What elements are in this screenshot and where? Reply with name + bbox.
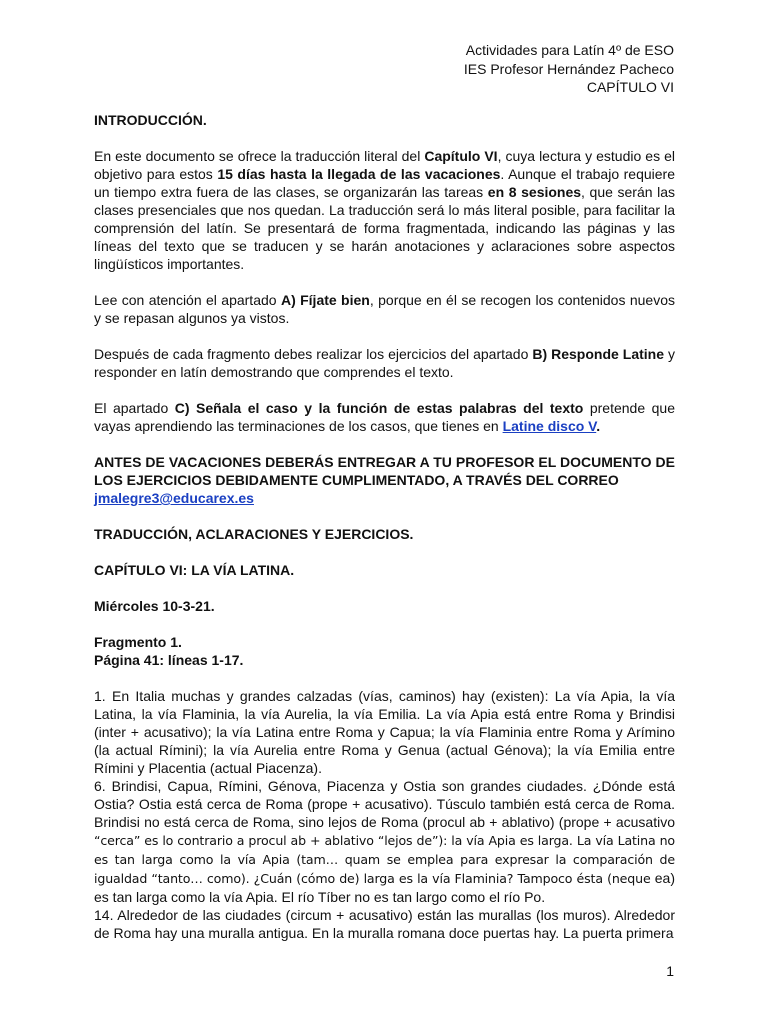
email-link[interactable]: jmalegre3@educarex.es xyxy=(94,490,254,506)
page-header xyxy=(464,41,674,97)
section-title: TRADUCCIÓN, ACLARACIONES Y EJERCICIOS. xyxy=(94,526,414,542)
fragment-paragraph-14: 14. Alrededor de las ciudades (circum + acusativo) están las murallas (los muros). Alrededor de Roma hay una muralla antigua. En la muralla romana doce puertas hay. La puerta primera xyxy=(94,907,675,941)
latine-disco-link[interactable]: Latine disco V xyxy=(502,418,597,434)
fragment-pages: Página 41: líneas 1-17. xyxy=(94,652,244,668)
intro-paragraph-4: El apartado C) Señala el caso y la función de estas palabras del texto pretende que vayas aprendiendo las terminaciones de los casos, que tienes en Latine disco V. xyxy=(94,400,676,434)
page-number: 1 xyxy=(666,963,674,979)
intro-heading: INTRODUCCIÓN. xyxy=(94,112,207,128)
intro-paragraph-5: ANTES DE VACACIONES DEBERÁS ENTREGAR A TU PROFESOR EL DOCUMENTO DE LOS EJERCICIOS DEBIDAMENTE CUMPLIMENTADO, A TRAVÉS DEL CORREO jmalegre3@educarex.es xyxy=(94,454,675,506)
intro-paragraph-2: Lee con atención el apartado A) Fíjate bien, porque en él se recogen los contenidos nuevos y se repasan algunos ya vistos. xyxy=(94,292,675,326)
header-chapter: CAPÍTULO VI xyxy=(586,79,674,95)
header-school: IES Profesor Hernández Pacheco xyxy=(463,60,674,77)
intro-paragraph-1: En este documento se ofrece la traducción literal del Capítulo VI, cuya lectura y estudio es el objetivo para estos 15 días hasta la llegada de las vacaciones. Aunque el trabajo requiere un tiempo extra fuera de las clases, se organizarán las tareas en 8 sesiones, que serán las clases presenciales que nos quedan. La traducción será lo más literal posible, para facilitar la comprensión del latín. Se presentará de forma fragmentada, indicando las páginas y las líneas del texto que se traducen y se harán anotaciones y aclaraciones sobre aspectos lingüísticos importantes. xyxy=(94,148,676,272)
header-course: Actividades para Latín 4º de ESO xyxy=(465,42,674,58)
fragment-paragraph-1: 1. En Italia muchas y grandes calzadas (vías, caminos) hay (existen): La vía Apia, la vía Latina, la vía Flaminia, la vía Aurelia, la vía Emilia. La vía Apia está entre Roma y Brindisi (inter + acusativo); la vía Latina entre Roma y Capua; la vía Flaminia entre Roma y Arímino (la actual Rímini); la vía Aurelia entre Roma y Genua (actual Génova); la vía Emilia entre Rímini y Placentia (actual Piacenza). xyxy=(94,688,675,776)
intro-paragraph-3: Después de cada fragmento debes realizar los ejercicios del apartado B) Responde Latine y responder en latín demostrando que comprendes el texto. xyxy=(94,346,675,380)
session-date: Miércoles 10-3-21. xyxy=(94,598,215,614)
chapter-title: CAPÍTULO VI: LA VÍA LATINA. xyxy=(94,562,295,578)
fragment-paragraph-6: 6. Brindisi, Capua, Rímini, Génova, Piacenza y Ostia son grandes ciudades. ¿Dónde está Ostia? Ostia está cerca de Roma (prope + acusativo). Túsculo también está cerca de Roma. Brindisi no está cerca de Roma, sino lejos de Roma (procul ab + ablativo) (prope + acusativo “cerca” es lo contrario a procul ab + ablativo “lejos de”): la vía Apia es larga. La vía Latina no es tan larga como la vía Apia (tam… quam se emplea para expresar la comparación de igualdad “tanto… como). ¿Cuán (cómo de) larga es la vía Flaminia? Tampoco ésta (neque ea) es tan larga como la vía Apia. El río Tíber no es tan largo como el río Po. xyxy=(94,778,675,905)
fragment-title: Fragmento 1. xyxy=(94,634,182,650)
document-body xyxy=(94,111,675,942)
